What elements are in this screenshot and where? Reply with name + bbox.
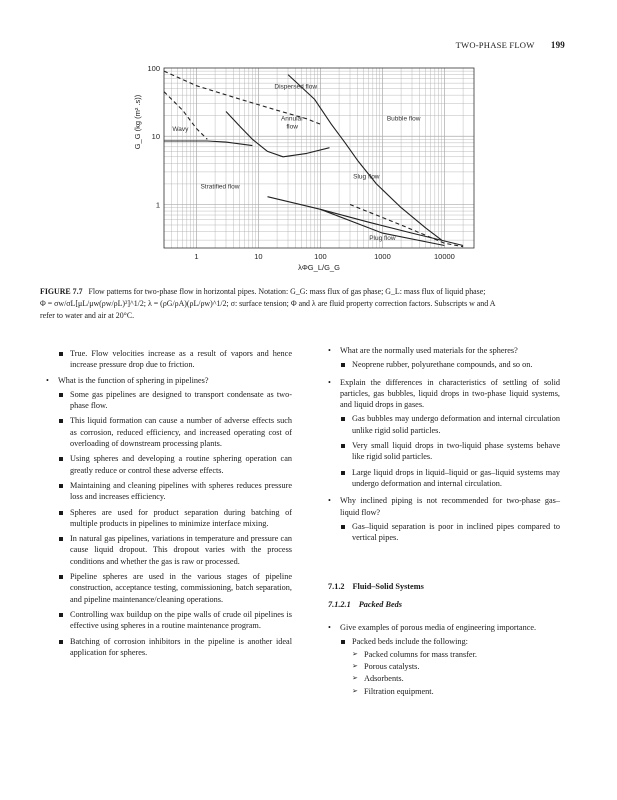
question-item: [328, 345, 560, 371]
region-label-dispersed-flow: Dispersed flow: [274, 83, 318, 91]
region-label-slug-flow: Slug flow: [353, 173, 380, 181]
left-column: [58, 345, 292, 664]
question-text: • What is the function of sphering in pipelines?: [58, 376, 209, 385]
right-column: [328, 345, 560, 703]
y-tick-label: 1: [155, 200, 160, 210]
answer-item: Batching of corrosion inhibitors in the pipeline is another ideal application for spheres.: [58, 636, 292, 659]
section-heading: [328, 581, 560, 592]
y-tick-label: 100: [147, 64, 160, 73]
answer-item: This liquid formation can cause a number of adverse effects such as corrosion, reduced efficiency, and increased operating cost of overloading of downstream processing plants.: [58, 415, 292, 449]
region-label-stratified-flow: Stratified flow: [200, 183, 240, 191]
answer-text: Packed beds include the following:: [352, 637, 468, 647]
figure-label: FIGURE 7.7: [40, 287, 83, 296]
question-text: • Explain the differences in characteristics of settling of solid particles, gas bubbles, liquid drops in two-phase liquid systems, and liquid drops in gases.: [340, 378, 560, 410]
question-item: [46, 375, 292, 659]
x-axis-label: λΦG_L/G_G: [298, 263, 340, 272]
running-header: [456, 40, 565, 50]
question-item: [328, 377, 560, 490]
section-title: Fluid–Solid Systems: [352, 582, 424, 592]
subsection-title: Packed Beds: [358, 599, 402, 609]
page-number: 199: [550, 40, 565, 50]
x-tick-label: 10: [254, 252, 263, 261]
question-text: • Give examples of porous media of engineering importance.: [340, 623, 536, 632]
boundary-stratified-wavy: [164, 141, 252, 146]
region-label-annular-flow: flow: [286, 123, 298, 131]
subsection-number: 7.1.2.1: [328, 599, 351, 609]
x-tick-label: 10000: [433, 252, 455, 261]
x-tick-label: 100: [314, 252, 327, 261]
x-tick-label: 1000: [374, 252, 391, 261]
question-item: [328, 495, 560, 543]
sub-bullet: ➢ Porous catalysts.: [352, 661, 560, 672]
answer-item: In natural gas pipelines, variations in temperature and pressure can cause liquid dropout. This dropout varies with the process conditions and whether the gas is raw or processed.: [58, 533, 292, 567]
x-tick-label: 1: [194, 252, 199, 261]
answer-item: Very small liquid drops in two-liquid phase systems behave like rigid solid particles.: [340, 440, 560, 463]
region-label-wavy: Wavy: [172, 125, 189, 133]
answer-item: Neoprene rubber, polyurethane compounds, and so on.: [340, 359, 560, 370]
answer-item: Large liquid drops in liquid–liquid or gas–liquid systems may undergo deformation and internal circulation.: [340, 467, 560, 490]
answer-item: Maintaining and cleaning pipelines with spheres reduces pressure loss and increases efficiency.: [58, 480, 292, 503]
section-number: 7.1.2: [328, 582, 345, 592]
region-label-plug-flow: Plug flow: [369, 235, 396, 243]
running-title: TWO-PHASE FLOW: [455, 40, 535, 50]
caption-line-3: refer to water and air at 20°C.: [40, 311, 135, 320]
y-tick-label: 10: [151, 132, 160, 142]
flow-pattern-chart: [120, 58, 490, 280]
answer-item: Controlling wax buildup on the pipe walls of crude oil pipelines is effective using spheres in a routine maintenance program.: [58, 609, 292, 632]
subsection-heading: [328, 599, 560, 610]
answer-item: Some gas pipelines are designed to transport condensate as two-phase flow.: [58, 389, 292, 412]
boundary-annular-stratified: [226, 112, 330, 157]
sub-bullet: ➢ Packed columns for mass transfer.: [352, 649, 560, 660]
caption-line-1: Flow patterns for two-phase flow in horizontal pipes. Notation: G_G: mass flux of gas phase; G_L: mass flux of liquid phase;: [88, 287, 486, 296]
chart-boundaries: [164, 71, 463, 247]
figure-caption: [40, 286, 580, 322]
answer-item: Gas bubbles may undergo deformation and internal circulation unlike rigid solid particles.: [340, 413, 560, 436]
boundary-annular-bubble: [288, 75, 442, 241]
answer-item: [340, 636, 560, 696]
answer-item: Spheres are used for product separation during batching of multiple products in pipelines to minimize interface mixing.: [58, 507, 292, 530]
boundary-bubble-plug: [350, 205, 463, 247]
question-text: • What are the normally used materials for the spheres?: [340, 346, 518, 355]
answer-item: Using spheres and developing a routine sphering operation can greatly reduce or control these adverse effects.: [58, 453, 292, 476]
sub-bullet: ➢ Adsorbents.: [352, 673, 560, 684]
answer-item: Gas–liquid separation is poor in inclined pipes compared to vertical pipes.: [340, 521, 560, 544]
chart-grid: [164, 68, 474, 248]
boundary-stratified-slug: [268, 197, 464, 246]
question-item: [328, 622, 560, 697]
question-text: • Why inclined piping is not recommended for two-phase gas–liquid flow?: [340, 496, 560, 516]
answer-item: Pipeline spheres are used in the various stages of pipeline construction, acceptance testing, commissioning, batch separation, and pipeline maintenance/cleaning operations.: [58, 571, 292, 605]
sub-bullet: ➢ Filtration equipment.: [352, 686, 560, 697]
region-label-bubble-flow: Bubble flow: [386, 115, 421, 123]
region-label-annular-flow: Annular: [280, 115, 304, 123]
answer-item: True. Flow velocities increase as a result of vapors and hence increase pressure drop due to friction.: [58, 348, 292, 371]
caption-line-2: Φ = σw/σL[μL/μw(ρw/ρL)²]^1/2; λ = (ρG/ρA)(ρL/ρw)^1/2; σ: surface tension; Φ and λ are fluid property correction factors. Subscripts w and A: [40, 299, 496, 308]
y-axis-label: G_G (kg (m² .s)): [133, 94, 142, 150]
